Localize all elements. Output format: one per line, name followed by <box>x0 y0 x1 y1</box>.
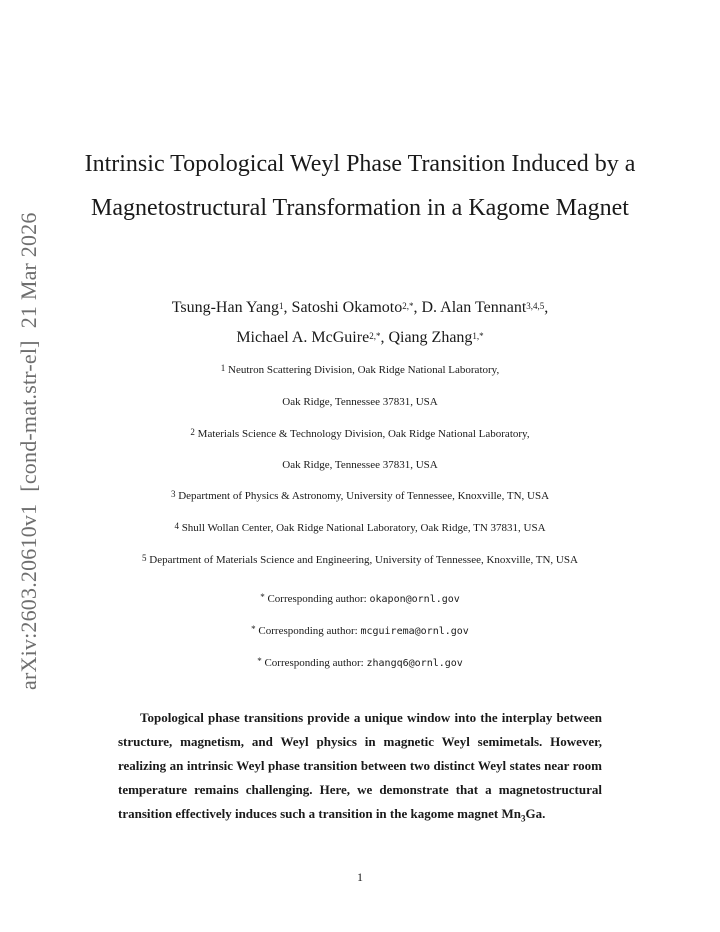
corresponding-author: * Corresponding author: mcguirema@ornl.gov <box>251 624 469 637</box>
affiliation: Oak Ridge, Tennessee 37831, USA <box>282 459 438 471</box>
corresponding-author: * Corresponding author: okapon@ornl.gov <box>260 592 460 605</box>
author-name: Qiang Zhang <box>388 329 473 346</box>
author-name: Tsung-Han Yang <box>171 299 280 316</box>
email-link[interactable]: mcguirema@ornl.gov <box>360 626 469 637</box>
author-sup: 2,* <box>402 301 414 311</box>
author-sup: 1,* <box>472 331 484 341</box>
email-link[interactable]: okapon@ornl.gov <box>369 594 460 605</box>
author-sup: 3,4,5 <box>526 301 545 311</box>
arxiv-category: [cond-mat.str-el] <box>16 340 41 492</box>
paper-title: Intrinsic Topological Weyl Phase Transition Induced by a Magnetostructural Transformation in a Kagome Magnet <box>84 151 636 221</box>
author-name: Satoshi Okamoto <box>291 299 403 316</box>
arxiv-id[interactable]: arXiv:2603.20610v1 <box>16 503 41 690</box>
affiliation: $^1$ Neutron Scattering Division, Oak Ridge National Laboratory, <box>220 363 500 376</box>
corresponding-author: * Corresponding author: zhangq6@ornl.gov <box>257 656 463 669</box>
page-number: 1 <box>357 870 363 884</box>
author-name: Michael A. McGuire <box>236 329 370 346</box>
arxiv-date: 21 Mar 2026 <box>16 212 41 329</box>
abstract: Topological phase transitions provide a unique window into the interplay between structure, magnetism, and Weyl physics in magnetic Weyl semimetals. However, realizing an intrinsic Weyl phase transition between two distinct Weyl states near room temperature remains challenging. Here, we demonstrate that a magnetostructural transition effectively induces such a transition in the kagome magnet $Mn_3Ga$. <box>118 710 602 824</box>
author-sup: 1 <box>279 301 284 311</box>
affiliation: Oak Ridge, Tennessee 37831, USA <box>282 396 438 408</box>
arxiv-sidebar-stamp <box>16 200 42 690</box>
affiliation: $^3$ Department of Physics & Astronomy, University of Tennessee, Knoxville, TN, USA <box>170 489 550 502</box>
author-list <box>80 293 640 353</box>
author-sup: 2,* <box>369 331 381 341</box>
affiliation: $^2$ Materials Science & Technology Division, Oak Ridge National Laboratory, <box>190 427 530 440</box>
author-name: D. Alan Tennant <box>421 299 527 316</box>
author-line-2: Michael A. McGuire$^{2,*}$, Qiang Zhang$^{1,*}$ <box>236 329 484 346</box>
email-link[interactable]: zhangq6@ornl.gov <box>366 658 463 669</box>
author-line-1: Tsung-Han Yang$^1$, Satoshi Okamoto$^{2,*}$, D. Alan Tennant$^{3,4,5}$, <box>171 299 549 316</box>
affiliation: $^4$ Shull Wollan Center, Oak Ridge National Laboratory, Oak Ridge, TN 37831, USA <box>174 521 546 534</box>
affiliation: $^5$ Department of Materials Science and Engineering, University of Tennessee, Knoxville, TN, USA <box>142 553 578 566</box>
